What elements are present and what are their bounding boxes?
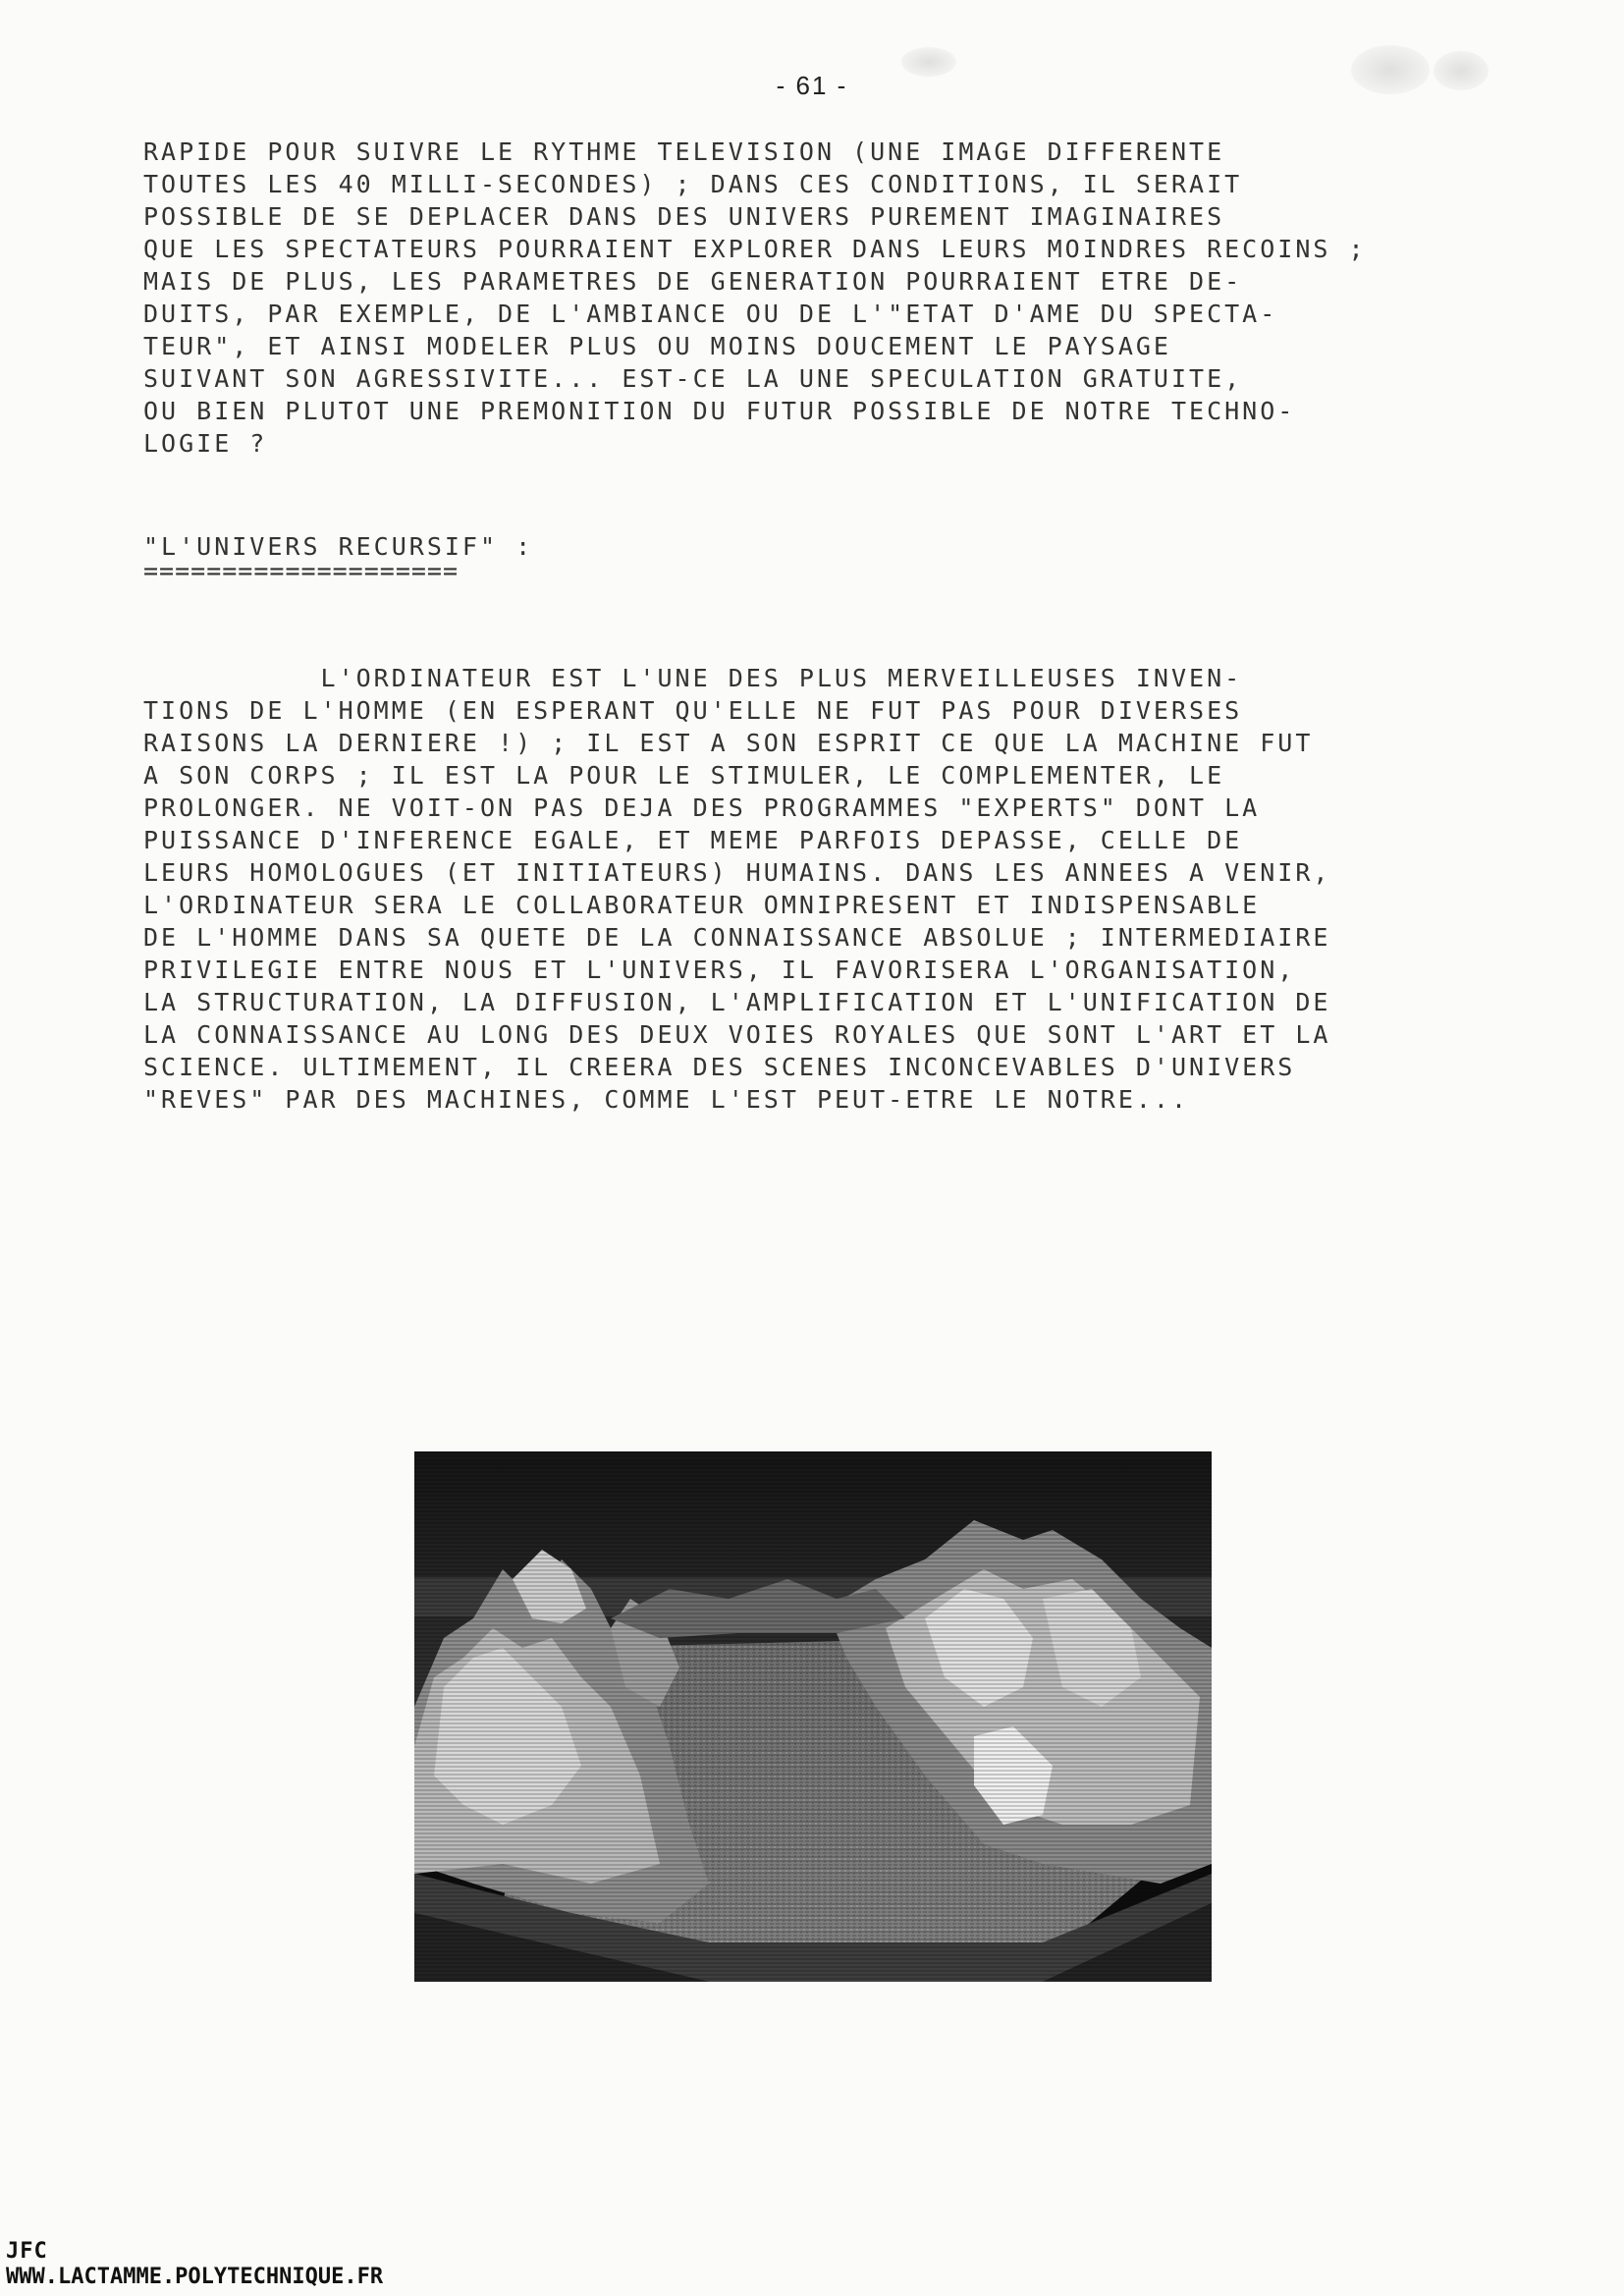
text-line: RAPIDE POUR SUIVRE LE RYTHME TELEVISION (UNE IMAGE DIFFERENTE [143, 137, 1225, 166]
text-line: LEURS HOMOLOGUES (ET INITIATEURS) HUMAINS. DANS LES ANNEES A VENIR, [143, 858, 1331, 887]
text-line: LA STRUCTURATION, LA DIFFUSION, L'AMPLIFICATION ET L'UNIFICATION DE [143, 988, 1331, 1016]
text-line: MAIS DE PLUS, LES PARAMETRES DE GENERATION POURRAIENT ETRE DE- [143, 267, 1243, 296]
watermark-logo: JFC [6, 2239, 48, 2264]
text-line: PROLONGER. NE VOIT-ON PAS DEJA DES PROGRAMMES "EXPERTS" DONT LA [143, 793, 1261, 822]
text-line: LOGIE ? [143, 429, 268, 458]
text-line: L'ORDINATEUR SERA LE COLLABORATEUR OMNIPRESENT ET INDISPENSABLE [143, 891, 1261, 919]
section-underline: ==================== [143, 557, 460, 585]
section-heading [143, 530, 533, 587]
text-line: TEUR", ET AINSI MODELER PLUS OU MOINS DOUCEMENT LE PAYSAGE [143, 332, 1171, 360]
text-line: PUISSANCE D'INFERENCE EGALE, ET MEME PARFOIS DEPASSE, CELLE DE [143, 826, 1243, 854]
text-line: PRIVILEGIE ENTRE NOUS ET L'UNIVERS, IL FAVORISERA L'ORGANISATION, [143, 956, 1296, 984]
text-line: "REVES" PAR DES MACHINES, COMME L'EST PEUT-ETRE LE NOTRE... [143, 1085, 1190, 1114]
text-line: TIONS DE L'HOMME (EN ESPERANT QU'ELLE NE FUT PAS POUR DIVERSES [143, 696, 1243, 725]
watermark [6, 2239, 383, 2290]
text-line: SCIENCE. ULTIMEMENT, IL CREERA DES SCENES INCONCEVABLES D'UNIVERS [143, 1053, 1296, 1081]
text-line: POSSIBLE DE SE DEPLACER DANS DES UNIVERS PUREMENT IMAGINAIRES [143, 202, 1225, 231]
text-line: LA CONNAISSANCE AU LONG DES DEUX VOIES ROYALES QUE SONT L'ART ET LA [143, 1020, 1331, 1049]
section-title: "L'UNIVERS RECURSIF" : [143, 532, 534, 561]
watermark-url[interactable]: WWW.LACTAMME.POLYTECHNIQUE.FR [6, 2265, 384, 2289]
paragraph-2 [143, 662, 1330, 1116]
text-line: DUITS, PAR EXEMPLE, DE L'AMBIANCE OU DE L'"ETAT D'AME DU SPECTA- [143, 300, 1278, 328]
fractal-landscape-image [414, 1451, 1212, 1982]
text-line: QUE LES SPECTATEURS POURRAIENT EXPLORER DANS LEURS MOINDRES RECOINS ; [143, 235, 1367, 263]
paragraph-1 [143, 136, 1367, 460]
text-line: L'ORDINATEUR EST L'UNE DES PLUS MERVEILLEUSES INVEN- [143, 664, 1243, 692]
text-line: RAISONS LA DERNIERE !) ; IL EST A SON ESPRIT CE QUE LA MACHINE FUT [143, 729, 1314, 757]
text-line: DE L'HOMME DANS SA QUETE DE LA CONNAISSANCE ABSOLUE ; INTERMEDIAIRE [143, 923, 1331, 952]
page-number: - 61 - [776, 71, 848, 100]
text-line: OU BIEN PLUTOT UNE PREMONITION DU FUTUR POSSIBLE DE NOTRE TECHNO- [143, 397, 1296, 425]
text-line: A SON CORPS ; IL EST LA POUR LE STIMULER, LE COMPLEMENTER, LE [143, 761, 1225, 790]
text-line: TOUTES LES 40 MILLI-SECONDES) ; DANS CES CONDITIONS, IL SERAIT [143, 170, 1243, 198]
text-line: SUIVANT SON AGRESSIVITE... EST-CE LA UNE SPECULATION GRATUITE, [143, 364, 1243, 393]
